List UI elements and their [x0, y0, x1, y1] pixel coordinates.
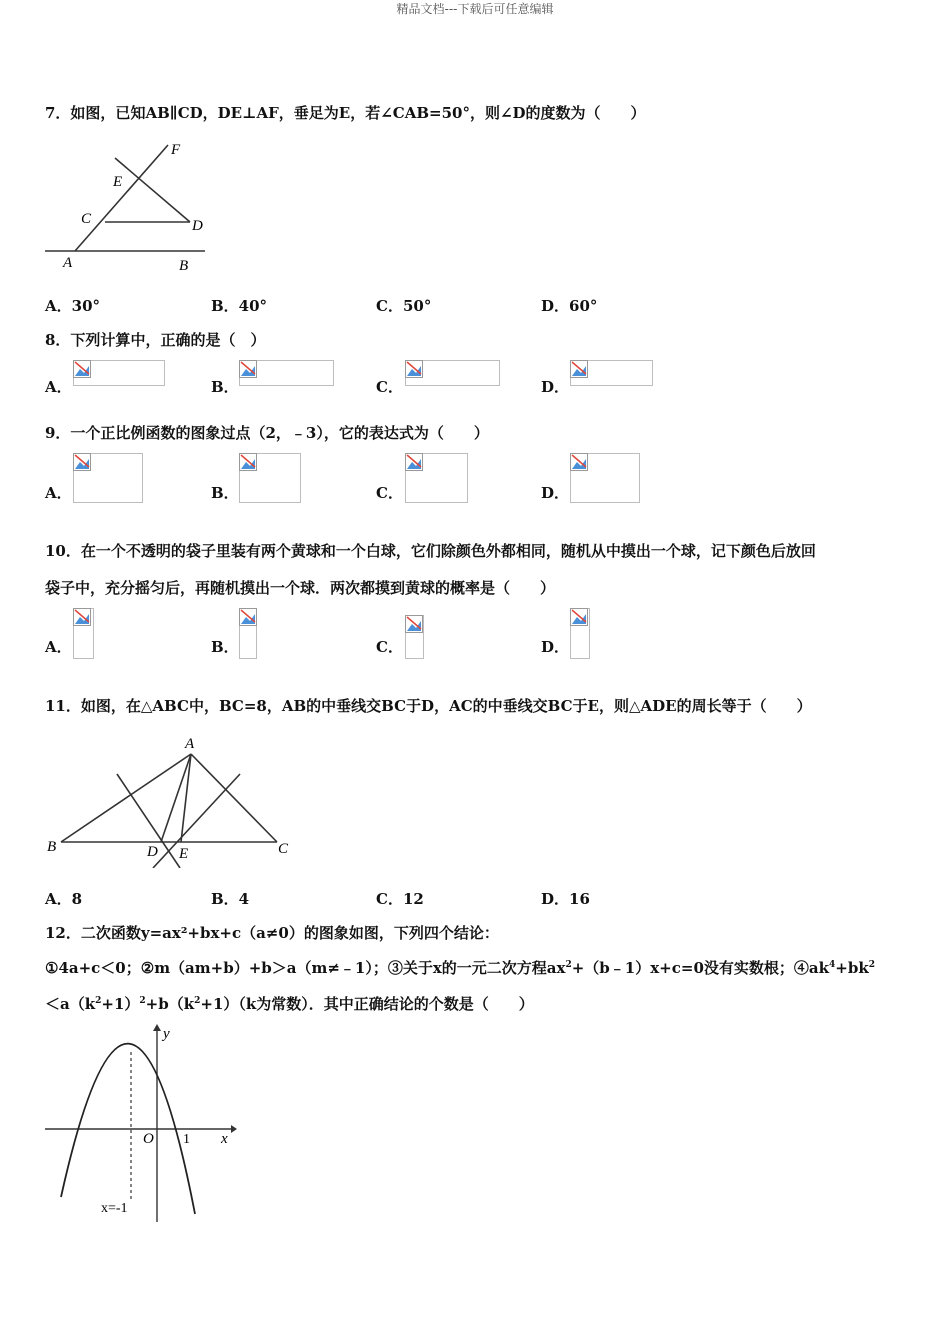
- q11-option-c[interactable]: C．12: [376, 890, 424, 908]
- q7-stem: 7．如图，已知AB∥CD，DE⊥AF，垂足为E，若∠CAB=50°，则∠D的度数为（ ）: [45, 104, 646, 122]
- broken-image-icon: [73, 453, 91, 471]
- superscript: 4: [829, 960, 836, 970]
- q9-option-b[interactable]: B．: [211, 484, 239, 502]
- q10-option-a-image: [73, 608, 94, 659]
- q10-option-c-image: [405, 615, 424, 659]
- q8-option-a[interactable]: A．: [45, 378, 72, 396]
- q12-axis-x: x: [221, 1131, 228, 1147]
- q10-option-a[interactable]: A．: [45, 638, 72, 656]
- q8-option-b-image: [239, 360, 334, 386]
- q11-stem: 11．如图，在△ABC中，BC=8，AB的中垂线交BC于D，AC的中垂线交BC于E，则△ADE的周长等于（ ）: [45, 697, 812, 715]
- q12-stem: 12．二次函数y=ax²+bx+c（a≠0）的图象如图，下列四个结论：: [45, 924, 499, 942]
- q10-option-c[interactable]: C．: [376, 638, 403, 656]
- broken-image-icon: [570, 453, 588, 471]
- q10-option-b-image: [239, 608, 257, 659]
- q8-stem: 8．下列计算中，正确的是（ ）: [45, 331, 266, 349]
- broken-image-icon: [570, 608, 588, 626]
- q12-line3-text: +1）（k为常数）．其中正确结论的个数是（ ）: [200, 995, 534, 1013]
- q11-option-d[interactable]: D．16: [541, 890, 590, 908]
- q7-option-a[interactable]: A．30°: [45, 297, 101, 315]
- superscript: 2: [868, 960, 875, 970]
- q10-option-d[interactable]: D．: [541, 638, 570, 656]
- q9-option-c-image: [405, 453, 468, 503]
- q7-label-f: F: [171, 142, 181, 158]
- broken-image-icon: [239, 360, 257, 378]
- q12-line3: [45, 993, 534, 1014]
- q7-label-c: C: [81, 211, 92, 227]
- q8-option-d[interactable]: D．: [541, 378, 570, 396]
- q12-line2-text: ①4a+c＜0；②m（am+b）+b＞a（m≠﹣1）；③关于x的一元二次方程ax: [45, 959, 566, 977]
- q11-label-c: C: [278, 841, 289, 857]
- q7-label-b: B: [179, 258, 189, 274]
- q9-option-b-image: [239, 453, 301, 503]
- q10-option-b[interactable]: B．: [211, 638, 239, 656]
- q9-stem: 9．一个正比例函数的图象过点（2，﹣3），它的表达式为（ ）: [45, 424, 489, 442]
- broken-image-icon: [73, 608, 91, 626]
- q12-symmetry-label: x=-1: [101, 1201, 128, 1216]
- q12-line3-text: +1）: [101, 995, 140, 1013]
- broken-image-icon: [405, 615, 423, 633]
- q9-option-a-image: [73, 453, 143, 503]
- superscript: 2: [95, 996, 102, 1006]
- q9-option-c[interactable]: C．: [376, 484, 403, 502]
- q12-origin: O: [143, 1131, 154, 1147]
- q8-option-a-image: [73, 360, 165, 386]
- q7-figure: [45, 140, 207, 274]
- broken-image-icon: [239, 453, 257, 471]
- q7-label-a: A: [63, 255, 73, 271]
- q11-label-b: B: [47, 839, 57, 855]
- q12-axis-y: y: [163, 1026, 170, 1042]
- q8-option-c-image: [405, 360, 500, 386]
- page-header: 精品文档---下载后可任意编辑: [396, 2, 554, 16]
- q9-option-d-image: [570, 453, 640, 503]
- q11-figure: [45, 732, 290, 868]
- q9-option-d[interactable]: D．: [541, 484, 570, 502]
- q11-label-a: A: [185, 736, 195, 752]
- q9-option-a[interactable]: A．: [45, 484, 72, 502]
- q11-option-a[interactable]: A．8: [45, 890, 83, 908]
- q12-tick-1: 1: [183, 1132, 190, 1147]
- broken-image-icon: [570, 360, 588, 378]
- q7-label-d: D: [192, 218, 203, 234]
- q10-stem-line2: 袋子中，充分摇匀后，再随机摸出一个球．两次都摸到黄球的概率是（ ）: [45, 579, 556, 597]
- superscript: 2: [565, 960, 572, 970]
- q11-option-b[interactable]: B．4: [211, 890, 250, 908]
- q8-option-c[interactable]: C．: [376, 378, 403, 396]
- broken-image-icon: [405, 360, 423, 378]
- superscript: 2: [194, 996, 201, 1006]
- q7-option-d[interactable]: D．60°: [541, 297, 598, 315]
- q12-line3-text: ＜a（k: [45, 995, 96, 1013]
- q7-option-c[interactable]: C．50°: [376, 297, 432, 315]
- q10-option-d-image: [570, 608, 590, 659]
- broken-image-icon: [73, 360, 91, 378]
- q12-line2-text: +（b﹣1）x+c=0没有实数根；④ak: [571, 959, 829, 977]
- broken-image-icon: [239, 608, 257, 626]
- superscript: 2: [139, 996, 146, 1006]
- q11-label-e: E: [179, 846, 189, 862]
- q10-stem-line1: 10．在一个不透明的袋子里装有两个黄球和一个白球，它们除颜色外都相同，随机从中摸出一个球，记下颜色后放回: [45, 542, 816, 560]
- q12-line3-text: +b（k: [145, 995, 195, 1013]
- q7-option-b[interactable]: B．40°: [211, 297, 268, 315]
- q8-option-b[interactable]: B．: [211, 378, 239, 396]
- q7-label-e: E: [113, 174, 123, 190]
- q12-line2: [45, 957, 875, 978]
- q12-parabola-graph: [45, 1022, 237, 1222]
- q12-line2-text: +bk: [835, 959, 869, 977]
- broken-image-icon: [405, 453, 423, 471]
- q11-label-d: D: [147, 844, 158, 860]
- q8-option-d-image: [570, 360, 653, 386]
